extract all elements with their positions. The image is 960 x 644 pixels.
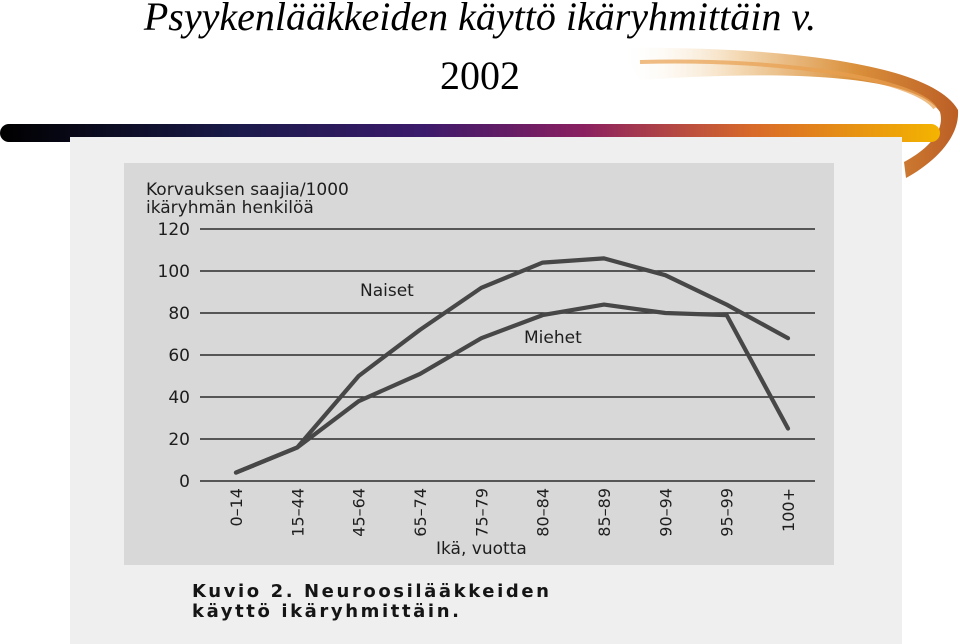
slide-title-line2: 2002 bbox=[440, 53, 520, 98]
series-line-miehet bbox=[236, 305, 788, 473]
x-tick-label: 15–44 bbox=[288, 488, 308, 537]
x-tick-label: 80–84 bbox=[533, 488, 553, 537]
gridlines bbox=[200, 229, 815, 481]
series-label-miehet: Miehet bbox=[524, 328, 582, 348]
series-line-naiset bbox=[236, 258, 788, 472]
y-axis-title-line1: Korvauksen saajia/1000 bbox=[146, 180, 349, 200]
x-tick-label: 90–94 bbox=[656, 488, 676, 537]
x-tick-labels bbox=[227, 488, 798, 537]
y-tick-label: 40 bbox=[168, 388, 190, 408]
x-tick-label: 85–89 bbox=[595, 488, 614, 537]
figure-caption-line2: käyttö ikäryhmittäin. bbox=[192, 601, 462, 622]
x-tick-label: 65–74 bbox=[411, 488, 430, 537]
x-tick-label: 45–64 bbox=[349, 488, 369, 537]
x-tick-label: 100+ bbox=[779, 488, 798, 532]
y-tick-labels bbox=[158, 220, 190, 492]
y-tick-label: 120 bbox=[157, 220, 190, 240]
series-label-naiset: Naiset bbox=[360, 281, 414, 301]
y-tick-label: 0 bbox=[179, 472, 190, 492]
x-axis-title: Ikä, vuotta bbox=[436, 539, 527, 559]
x-tick-label: 75–79 bbox=[472, 488, 492, 537]
y-axis-title-line2: ikäryhmän henkilöä bbox=[146, 198, 314, 218]
slide-title-line1: Psyykenlääkkeiden käyttö ikäryhmittäin v. bbox=[143, 0, 817, 39]
figure-caption bbox=[192, 582, 552, 622]
y-tick-label: 20 bbox=[168, 430, 190, 450]
y-tick-label: 80 bbox=[168, 304, 190, 324]
y-tick-label: 100 bbox=[157, 262, 190, 282]
y-tick-label: 60 bbox=[168, 346, 190, 366]
series-lines bbox=[236, 258, 788, 472]
x-tick-label: 0–14 bbox=[227, 488, 246, 527]
figure-caption-line1: Kuvio 2. Neuroosilääkkeiden bbox=[192, 581, 552, 602]
x-tick-label: 95–99 bbox=[717, 488, 737, 537]
